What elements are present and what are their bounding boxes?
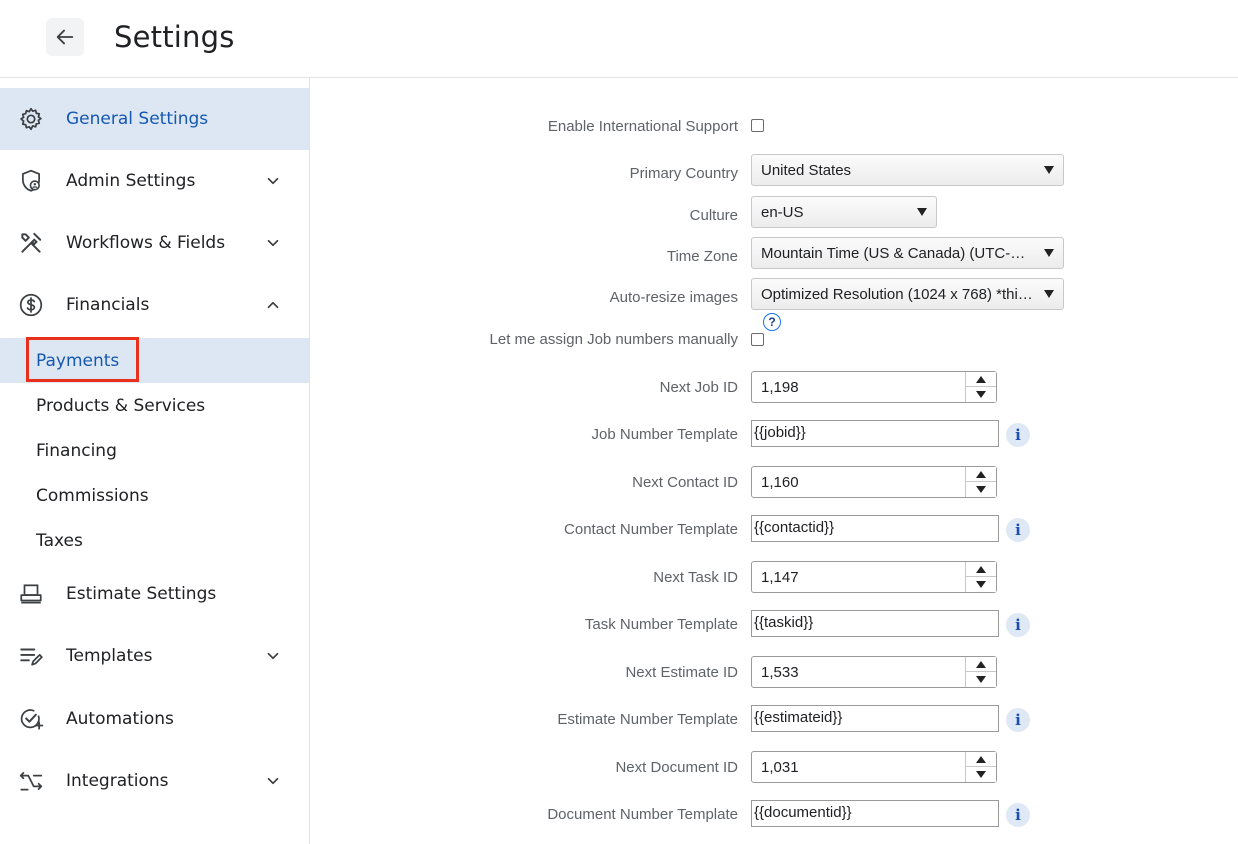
printer-icon bbox=[17, 580, 45, 608]
sidebar-subitem-payments[interactable] bbox=[0, 338, 309, 383]
triangle-down-icon bbox=[976, 486, 986, 493]
spin-up-button[interactable] bbox=[966, 752, 996, 767]
sidebar-subitem-label: Payments bbox=[36, 350, 120, 371]
triangle-down-icon bbox=[976, 771, 986, 778]
spin-down-button[interactable] bbox=[966, 482, 996, 497]
chevron-down-icon[interactable] bbox=[262, 645, 284, 667]
sidebar-item-financials[interactable] bbox=[0, 274, 309, 336]
sidebar-subitem-label: Financing bbox=[36, 440, 117, 461]
spin-up-button[interactable] bbox=[966, 372, 996, 387]
sidebar-subitem-commissions[interactable] bbox=[0, 473, 309, 518]
info-icon[interactable]: i bbox=[1006, 423, 1030, 447]
number-spinner bbox=[965, 657, 996, 687]
document-template-label: Document Number Template bbox=[547, 806, 738, 823]
number-spinner bbox=[965, 752, 996, 782]
info-icon[interactable]: i bbox=[1006, 803, 1030, 827]
gear-icon bbox=[17, 105, 45, 133]
triangle-up-icon bbox=[976, 376, 986, 383]
shield-user-icon bbox=[17, 167, 45, 195]
triangle-up-icon bbox=[976, 471, 986, 478]
triangle-down-icon bbox=[976, 676, 986, 683]
sidebar-item-label: Workflows & Fields bbox=[66, 233, 226, 253]
triangle-up-icon bbox=[976, 756, 986, 763]
primary-country-label: Primary Country bbox=[629, 165, 738, 182]
sidebar-subitem-taxes[interactable] bbox=[0, 518, 309, 563]
number-spinner bbox=[965, 467, 996, 497]
next-document-id-label: Next Document ID bbox=[615, 759, 738, 776]
sidebar-item-label: Financials bbox=[66, 295, 150, 315]
number-value: 1,160 bbox=[761, 474, 799, 491]
next-task-id-label: Next Task ID bbox=[653, 569, 738, 586]
job-template-input[interactable]: {{jobid}} bbox=[751, 420, 999, 447]
sidebar-item-label: Templates bbox=[66, 646, 153, 666]
culture-label: Culture bbox=[689, 207, 738, 224]
spin-down-button[interactable] bbox=[966, 672, 996, 687]
dropdown-arrow-icon bbox=[917, 208, 927, 216]
page-title: Settings bbox=[114, 20, 235, 54]
contact-template-label: Contact Number Template bbox=[564, 521, 738, 538]
next-task-id-input[interactable] bbox=[751, 561, 997, 593]
auto-resize-select[interactable] bbox=[751, 278, 1064, 310]
primary-country-select[interactable] bbox=[751, 154, 1064, 186]
next-estimate-id-label: Next Estimate ID bbox=[625, 664, 738, 681]
triangle-down-icon bbox=[976, 581, 986, 588]
estimate-template-label: Estimate Number Template bbox=[557, 711, 738, 728]
help-icon[interactable]: ? bbox=[763, 313, 781, 331]
document-template-input[interactable]: {{documentid}} bbox=[751, 800, 999, 827]
dollar-circle-icon bbox=[17, 291, 45, 319]
dropdown-arrow-icon bbox=[1044, 166, 1054, 174]
number-spinner bbox=[965, 372, 996, 402]
dropdown-arrow-icon bbox=[1044, 290, 1054, 298]
international-support-checkbox[interactable] bbox=[751, 119, 764, 132]
triangle-up-icon bbox=[976, 566, 986, 573]
auto-resize-label: Auto-resize images bbox=[609, 289, 738, 306]
sidebar-item-workflows-fields[interactable] bbox=[0, 212, 309, 274]
check-plus-icon bbox=[17, 705, 45, 733]
next-estimate-id-input[interactable] bbox=[751, 656, 997, 688]
sidebar-item-automations[interactable] bbox=[0, 688, 309, 750]
next-document-id-input[interactable] bbox=[751, 751, 997, 783]
sidebar-item-admin-settings[interactable] bbox=[0, 150, 309, 212]
info-icon[interactable]: i bbox=[1006, 708, 1030, 732]
spin-up-button[interactable] bbox=[966, 657, 996, 672]
job-template-label: Job Number Template bbox=[591, 426, 738, 443]
triangle-down-icon bbox=[976, 391, 986, 398]
list-edit-icon bbox=[17, 642, 45, 670]
tools-icon bbox=[17, 229, 45, 257]
number-spinner bbox=[965, 562, 996, 592]
assign-job-numbers-checkbox[interactable] bbox=[751, 333, 764, 346]
select-value: United States bbox=[761, 162, 852, 179]
number-value: 1,147 bbox=[761, 569, 799, 586]
sidebar-item-templates[interactable] bbox=[0, 625, 309, 687]
spin-up-button[interactable] bbox=[966, 562, 996, 577]
select-value: en-US bbox=[761, 204, 804, 221]
number-value: 1,031 bbox=[761, 759, 799, 776]
sidebar-item-label: General Settings bbox=[66, 109, 209, 129]
number-value: 1,198 bbox=[761, 379, 799, 396]
next-contact-id-label: Next Contact ID bbox=[632, 474, 738, 491]
select-value: Optimized Resolution (1024 x 768) *thi… bbox=[761, 286, 1033, 303]
sidebar-subitem-label: Taxes bbox=[36, 530, 83, 551]
culture-select[interactable] bbox=[751, 196, 937, 228]
chevron-up-icon[interactable] bbox=[262, 294, 284, 316]
time-zone-select[interactable] bbox=[751, 237, 1064, 269]
integrations-icon bbox=[17, 767, 45, 795]
select-value: Mountain Time (US & Canada) (UTC-… bbox=[761, 245, 1026, 262]
dropdown-arrow-icon bbox=[1044, 249, 1054, 257]
next-job-id-input[interactable] bbox=[751, 371, 997, 403]
sidebar-subitem-products-services[interactable] bbox=[0, 383, 309, 428]
estimate-template-input[interactable]: {{estimateid}} bbox=[751, 705, 999, 732]
header bbox=[0, 0, 1238, 78]
sidebar-item-integrations[interactable] bbox=[0, 750, 309, 812]
sidebar-item-label: Estimate Settings bbox=[66, 584, 217, 604]
chevron-down-icon[interactable] bbox=[262, 232, 284, 254]
task-template-label: Task Number Template bbox=[584, 616, 738, 633]
triangle-up-icon bbox=[976, 661, 986, 668]
sidebar-subitem-label: Commissions bbox=[36, 485, 149, 506]
assign-job-numbers-label: Let me assign Job numbers manually bbox=[489, 331, 738, 348]
sidebar-subitem-label: Products & Services bbox=[36, 395, 206, 416]
chevron-down-icon[interactable] bbox=[262, 170, 284, 192]
arrow-left-icon bbox=[54, 26, 76, 48]
spin-down-button[interactable] bbox=[966, 387, 996, 402]
back-button[interactable] bbox=[46, 18, 84, 56]
sidebar-item-label: Admin Settings bbox=[66, 171, 196, 191]
sidebar bbox=[0, 78, 310, 844]
spin-down-button[interactable] bbox=[966, 767, 996, 782]
sidebar-item-general-settings[interactable] bbox=[0, 88, 309, 150]
info-icon[interactable]: i bbox=[1006, 518, 1030, 542]
international-support-label: Enable International Support bbox=[547, 118, 738, 135]
spin-down-button[interactable] bbox=[966, 577, 996, 592]
contact-template-input[interactable]: {{contactid}} bbox=[751, 515, 999, 542]
sidebar-item-estimate-settings[interactable] bbox=[0, 563, 309, 625]
sidebar-item-label: Integrations bbox=[66, 771, 169, 791]
info-icon[interactable]: i bbox=[1006, 613, 1030, 637]
sidebar-subitem-financing[interactable] bbox=[0, 428, 309, 473]
time-zone-label: Time Zone bbox=[666, 248, 738, 265]
number-value: 1,533 bbox=[761, 664, 799, 681]
chevron-down-icon[interactable] bbox=[262, 770, 284, 792]
spin-up-button[interactable] bbox=[966, 467, 996, 482]
next-contact-id-input[interactable] bbox=[751, 466, 997, 498]
sidebar-item-label: Automations bbox=[66, 709, 174, 729]
task-template-input[interactable]: {{taskid}} bbox=[751, 610, 999, 637]
next-job-id-label: Next Job ID bbox=[659, 379, 738, 396]
